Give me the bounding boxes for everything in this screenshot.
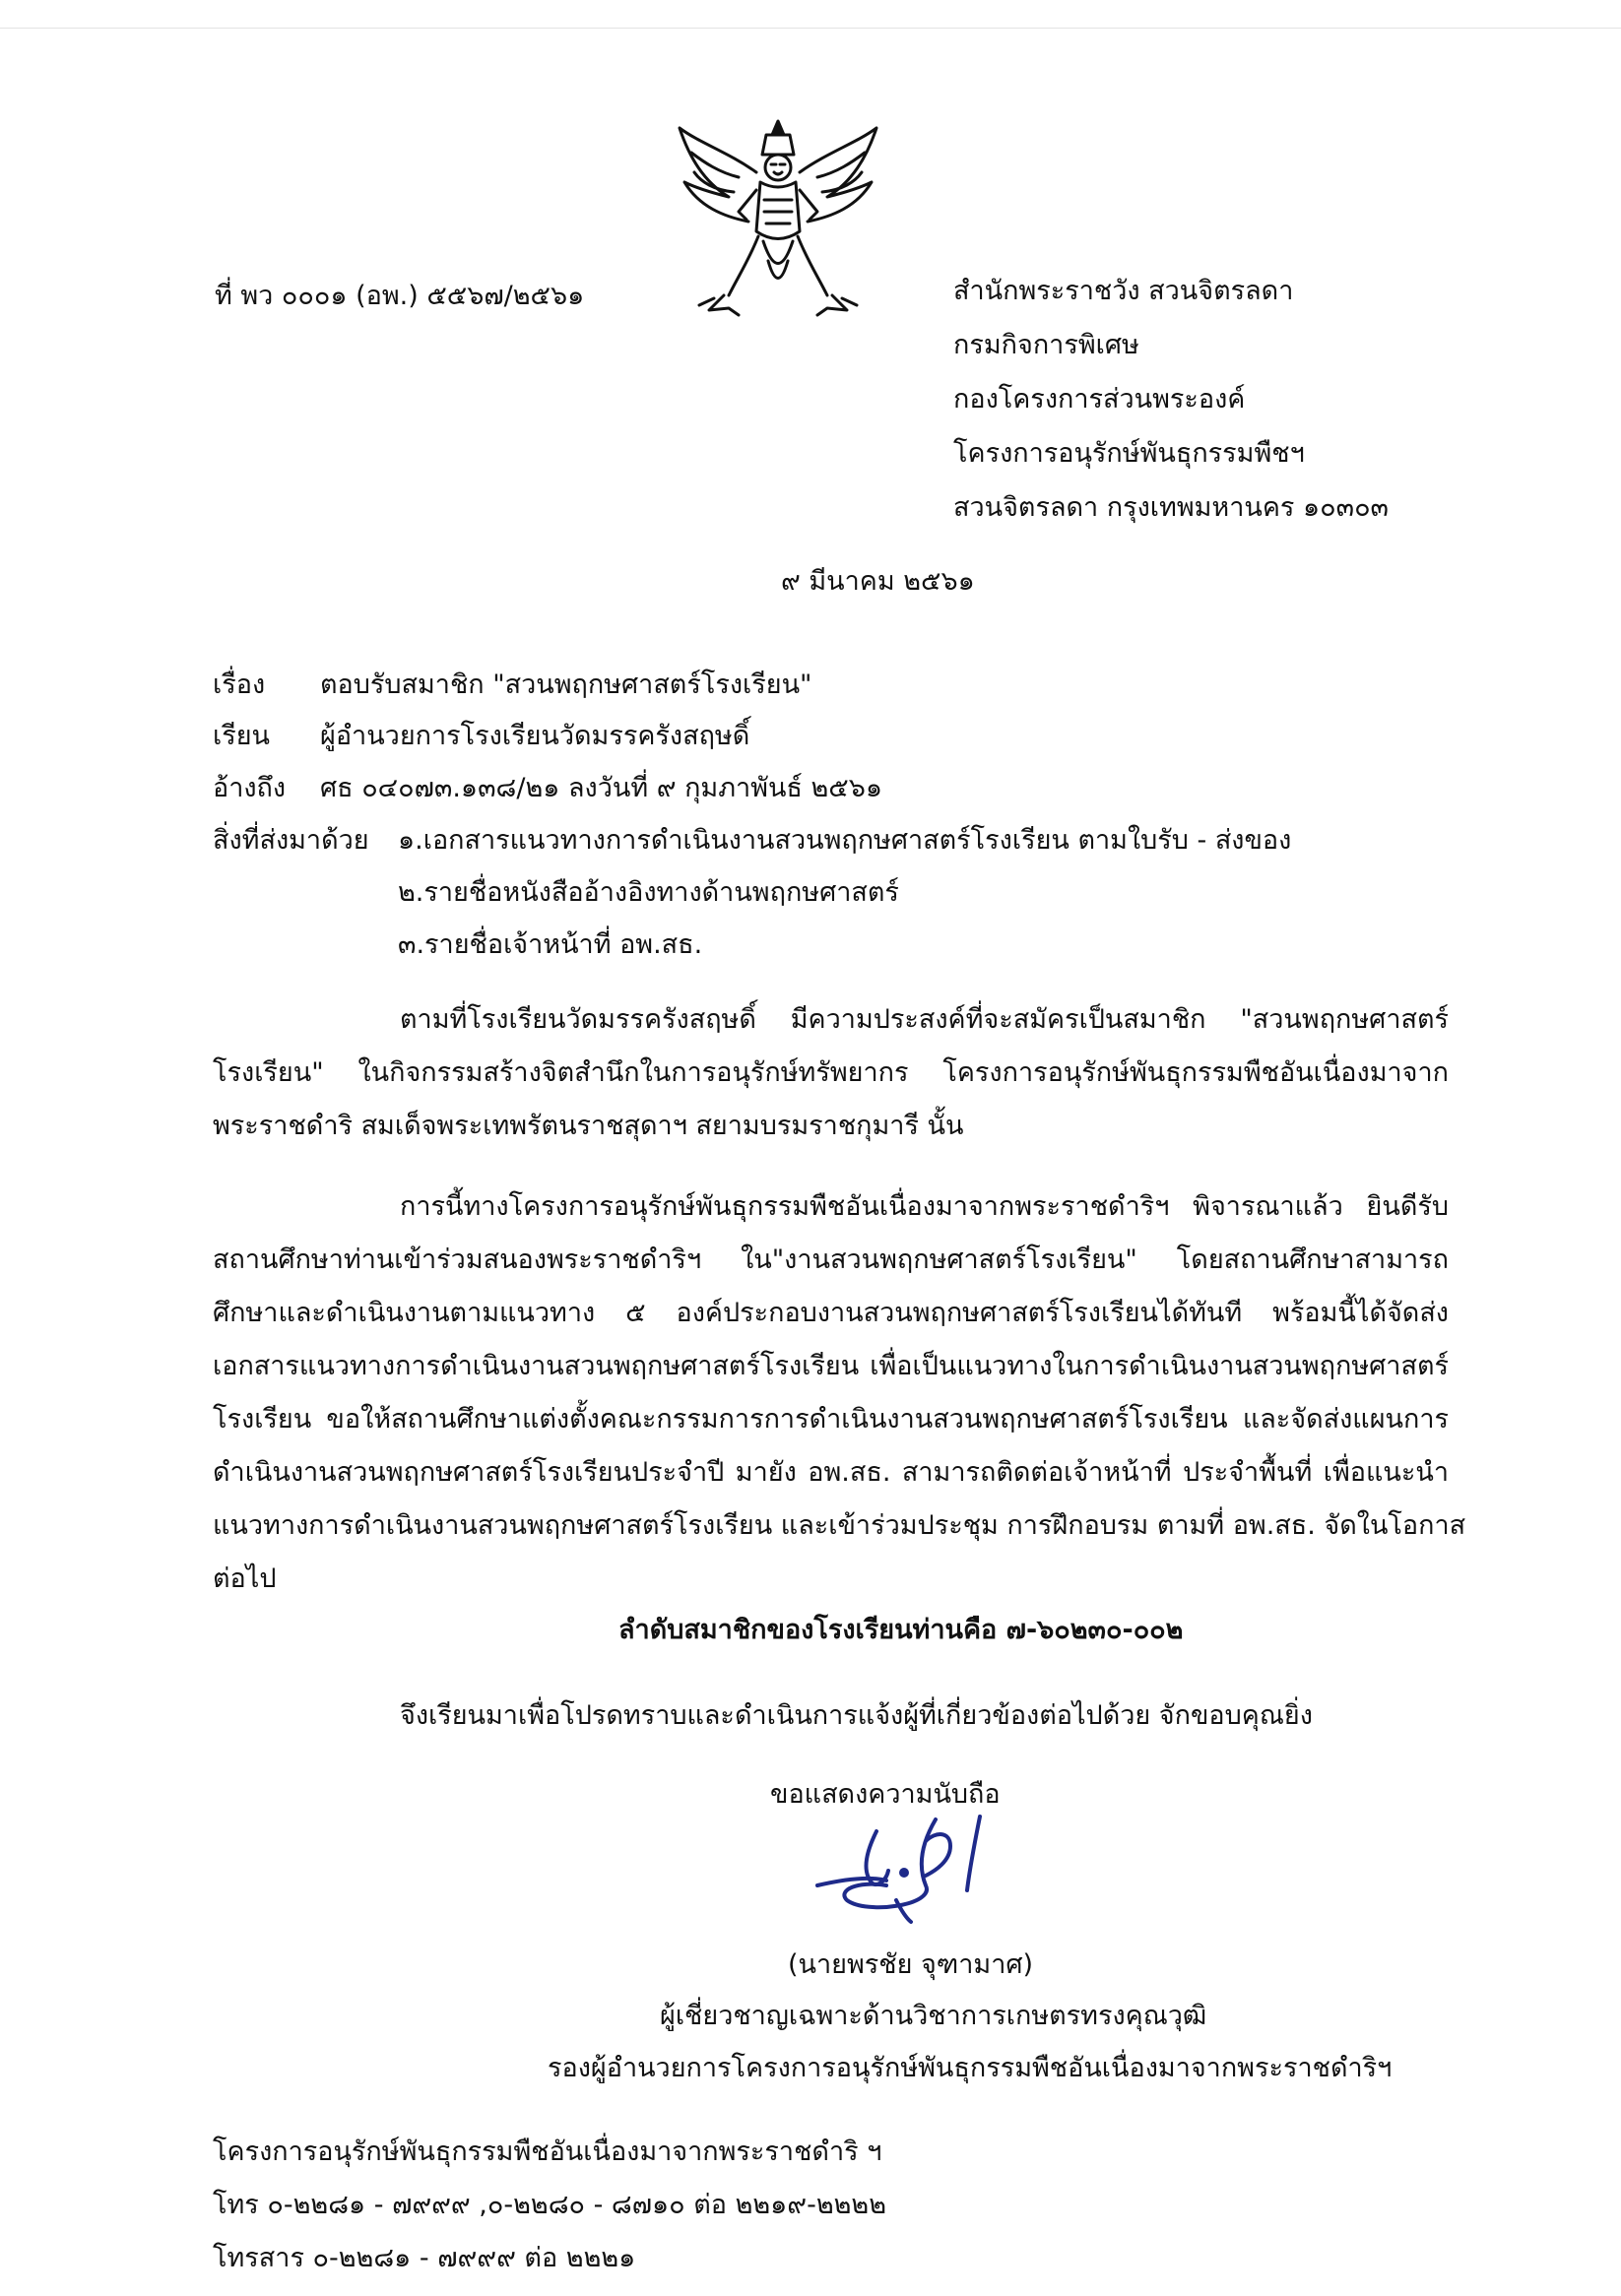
paragraph-line: เอกสารแนวทางการดำเนินงานสวนพฤกษศาสตร์โรงเรียน เพื่อเป็นแนวทางในการดำเนินงานสวนพฤกษศาสตร์: [213, 1351, 1449, 1381]
top-border: [0, 28, 1621, 29]
enclosure-item: ๒.รายชื่อหนังสืออ้างอิงทางด้านพฤกษศาสตร์: [398, 877, 899, 908]
paragraph-line: ต่อไป: [213, 1563, 277, 1594]
body-paragraph-2: [213, 1191, 1466, 1617]
paragraph-line: พระราชดำริ สมเด็จพระเทพรัตนราชสุดาฯ สยามบรมราชกุมารี นั้น: [213, 1111, 964, 1141]
regards-text: ขอแสดงความนับถือ: [770, 1779, 1001, 1810]
paragraph-line: ศึกษาและดำเนินงานตามแนวทาง ๕ องค์ประกอบงานสวนพฤกษศาสตร์โรงเรียนได้ทันที พร้อมนี้ได้จัดส่ง: [213, 1298, 1449, 1328]
sender-address: [953, 276, 1389, 546]
sender-address-line: กองโครงการส่วนพระองค์: [953, 384, 1246, 415]
enclosure-label: สิ่งที่ส่งมาด้วย: [213, 825, 369, 856]
enclosure-item: ๓.รายชื่อเจ้าหน้าที่ อพ.สธ.: [398, 929, 703, 960]
paragraph-line: โรงเรียน" ในกิจกรรมสร้างจิตสำนึกในการอนุรักษ์ทรัพยากร โครงการอนุรักษ์พันธุกรรมพืชอันเนื่องมาจาก: [213, 1057, 1449, 1088]
paragraph-line: ตามที่โรงเรียนวัดมรรครังสฤษดิ์ มีความประสงค์ที่จะสมัครเป็นสมาชิก "สวนพฤกษศาสตร์: [400, 1004, 1449, 1035]
paragraph-line: สถานศึกษาท่านเข้าร่วมสนองพระราชดำริฯ ใน"งานสวนพฤกษศาสตร์โรงเรียน" โดยสถานศึกษาสามารถ: [213, 1244, 1449, 1275]
paragraph-line: การนี้ทางโครงการอนุรักษ์พันธุกรรมพืชอันเนื่องมาจากพระราชดำริฯ พิจารณาแล้ว ยินดีรับ: [400, 1191, 1449, 1222]
sender-address-line: สวนจิตรลดา กรุงเทพมหานคร ๑๐๓๐๓: [953, 492, 1390, 523]
footer-line: โทรสาร ๐-๒๒๘๑ - ๗๙๙๙ ต่อ ๒๒๒๑: [213, 2243, 636, 2273]
signer-title: ผู้เชี่ยวชาญเฉพาะด้านวิชาการเกษตรทรงคุณวุฒิ: [660, 2001, 1207, 2031]
body-paragraph-1: [213, 1004, 1449, 1164]
subject-label: เรื่อง: [213, 670, 266, 700]
reference-number: ที่ พว ๐๐๐๑ (อพ.) ๕๕๖๗/๒๕๖๑: [215, 281, 585, 311]
sender-address-line: โครงการอนุรักษ์พันธุกรรมพืชฯ: [953, 438, 1305, 469]
paragraph-line: ดำเนินงานสวนพฤกษศาสตร์โรงเรียนประจำปี มายัง อพ.สธ. สามารถติดต่อเจ้าหน้าที่ ประจำพื้นที่ เพื่อแนะนำ: [213, 1457, 1449, 1488]
signature-icon: [778, 1792, 1034, 1930]
member-number: ลำดับสมาชิกของโรงเรียนท่านคือ ๗-๖๐๒๓๐-๐๐๒: [618, 1615, 1184, 1645]
ref-label: อ้างถึง: [213, 773, 287, 803]
paragraph-line: แนวทางการดำเนินงานสวนพฤกษศาสตร์โรงเรียน และเข้าร่วมประชุม การฝึกอบรม ตามที่ อพ.สธ. จัดในโอกาส: [213, 1510, 1466, 1541]
ref-text: ศธ ๐๔๐๗๓.๑๓๘/๒๑ ลงวันที่ ๙ กุมภาพันธ์ ๒๕๖๑: [320, 773, 882, 803]
closing-text: จึงเรียนมาเพื่อโปรดทราบและดำเนินการแจ้งผู้ที่เกี่ยวข้องต่อไปด้วย จักขอบคุณยิ่ง: [400, 1700, 1313, 1731]
garuda-emblem-icon: [670, 113, 886, 325]
footer-line: โทร ๐-๒๒๘๑ - ๗๙๙๙ ,๐-๒๒๘๐ - ๘๗๑๐ ต่อ ๒๒๑๙-๒๒๒๒: [213, 2190, 887, 2220]
to-text: ผู้อำนวยการโรงเรียนวัดมรรครังสฤษดิ์: [320, 721, 750, 751]
letter-date: ๙ มีนาคม ๒๕๖๑: [781, 566, 975, 597]
sender-address-line: กรมกิจการพิเศษ: [953, 330, 1139, 360]
footer-contact: [213, 2137, 886, 2296]
footer-line: โครงการอนุรักษ์พันธุกรรมพืชอันเนื่องมาจากพระราชดำริ ฯ: [213, 2137, 882, 2167]
sender-address-line: สำนักพระราชวัง สวนจิตรลดา: [953, 276, 1294, 306]
to-label: เรียน: [213, 721, 271, 751]
subject-text: ตอบรับสมาชิก "สวนพฤกษศาสตร์โรงเรียน": [320, 670, 812, 700]
enclosure-item: ๑.เอกสารแนวทางการดำเนินงานสวนพฤกษศาสตร์โรงเรียน ตามใบรับ - ส่งของ: [398, 825, 1292, 856]
paragraph-line: โรงเรียน ขอให้สถานศึกษาแต่งตั้งคณะกรรมการการดำเนินงานสวนพฤกษศาสตร์โรงเรียน และจัดส่งแผนการ: [213, 1404, 1449, 1435]
signer-title: รองผู้อำนวยการโครงการอนุรักษ์พันธุกรรมพืชอันเนื่องมาจากพระราชดำริฯ: [548, 2053, 1393, 2083]
signer-name: (นายพรชัย จุฑามาศ): [788, 1949, 1034, 1980]
